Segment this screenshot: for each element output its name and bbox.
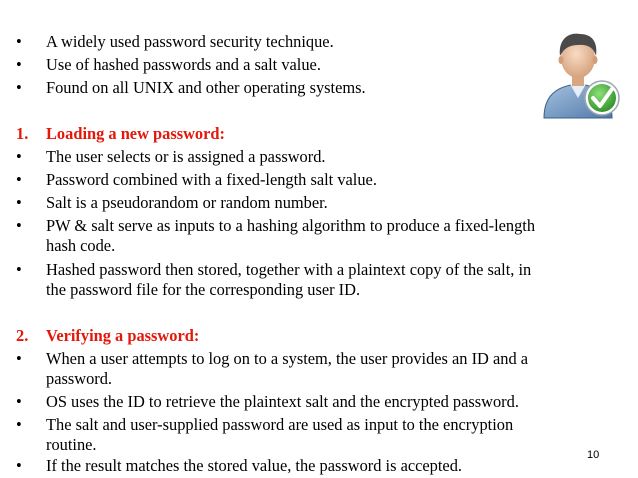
bullet-marker: •	[16, 170, 22, 189]
section-2-title: Verifying a password:	[46, 326, 200, 345]
bullet-marker: •	[16, 78, 22, 97]
section-1-number: 1.	[16, 124, 29, 143]
bullet-marker: •	[16, 392, 22, 411]
bullet-marker: •	[16, 32, 22, 51]
bullet-marker: •	[16, 456, 22, 475]
bullet-marker: •	[16, 147, 22, 166]
bullet-marker: •	[16, 193, 22, 212]
slide: • A widely used password security technique. • Use of hashed passwords and a salt value. • Found on all UNIX and other operating systems. 1. Loading a new password: • The user selects or is assigned a password. • Password combined with a fixed-length salt value. • Salt is a pseudorandom or random number. • PW & salt serve as inputs to a hashing algorithm to produce a fixed-length hash code. • Hashed password then stored, together with a plaintext copy of the salt, in the password file for the corresponding user ID. 2. Verifying a password: • When a user attempts to log on to a system, the user provides an ID and a password. • OS uses the ID to retrieve the plaintext salt and the encrypted password. • The salt and user-supplied password are used as input to the encryption routine. • If the result matches the stored value, the password is accepted. 10	[0, 0, 638, 478]
bullet-marker: •	[16, 260, 22, 279]
bullet-marker: •	[16, 55, 22, 74]
section-2-bullet-1-continued: password.	[46, 369, 113, 388]
section-1-title: Loading a new password:	[46, 124, 225, 143]
section-1-bullet-5-continued: the password file for the corresponding user ID.	[46, 280, 361, 299]
user-verified-icon	[538, 26, 622, 120]
section-2-number: 2.	[16, 326, 29, 345]
bullet-marker: •	[16, 216, 22, 235]
section-1-bullet-4-continued: hash code.	[46, 236, 116, 255]
bullet-marker: •	[16, 349, 22, 368]
bullet-marker: •	[16, 415, 22, 434]
section-2-bullet-3-continued: routine.	[46, 435, 97, 454]
slide-number: 10	[587, 449, 600, 461]
